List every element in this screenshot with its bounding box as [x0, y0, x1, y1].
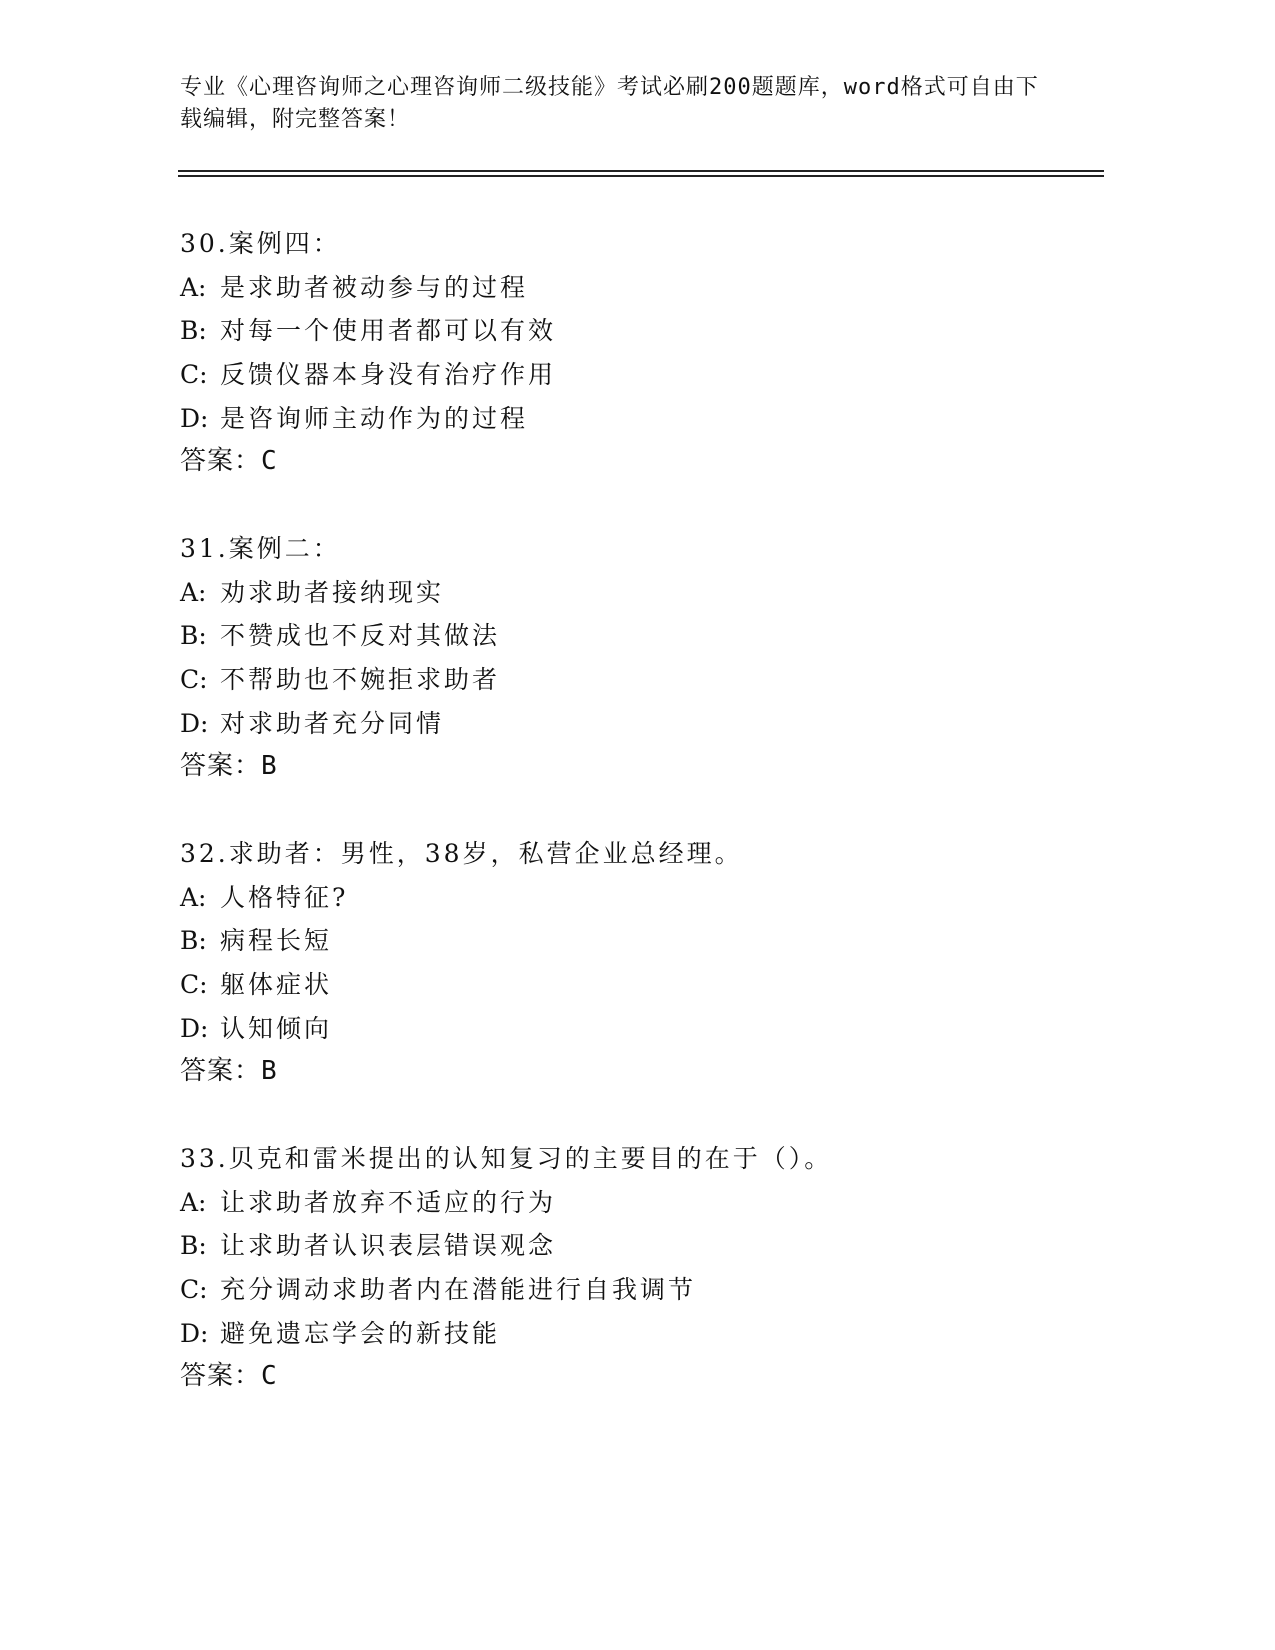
option-d	[180, 1007, 1080, 1051]
option-text: 让求助者放弃不适应的行为	[220, 1187, 557, 1217]
option-text: 充分调动求助者内在潜能进行自我调节	[220, 1275, 697, 1305]
answer-line	[180, 1355, 1080, 1399]
option-text: 对每一个使用者都可以有效	[220, 316, 557, 346]
option-text: 劝求助者接纳现实	[220, 577, 445, 607]
option-c	[180, 658, 1080, 702]
option-text: 避免遗忘学会的新技能	[220, 1318, 501, 1348]
option-letter: A:	[180, 272, 207, 302]
question-block-33	[180, 1137, 1080, 1399]
answer-label: 答案：	[180, 1056, 262, 1087]
option-text: 是求助者被动参与的过程	[220, 272, 529, 302]
question-block-32	[180, 832, 1080, 1094]
answer-value: C	[261, 446, 278, 477]
option-letter: D:	[180, 1013, 209, 1043]
option-letter: A:	[180, 1187, 207, 1217]
option-b	[180, 309, 1080, 353]
option-text: 反馈仪器本身没有治疗作用	[220, 360, 557, 390]
answer-value: C	[261, 1361, 278, 1392]
option-a	[180, 1181, 1080, 1225]
option-letter: C:	[180, 665, 208, 695]
option-text: 病程长短	[220, 926, 333, 956]
answer-value: B	[261, 1056, 278, 1087]
option-d	[180, 702, 1080, 746]
option-text: 让求助者认识表层错误观念	[220, 1231, 557, 1261]
option-letter: A:	[180, 882, 207, 912]
option-b	[180, 919, 1080, 963]
option-letter: D:	[180, 708, 209, 738]
option-letter: D:	[180, 403, 209, 433]
option-text: 躯体症状	[220, 970, 333, 1000]
option-text: 认知倾向	[220, 1013, 333, 1043]
option-a	[180, 266, 1080, 310]
answer-label: 答案：	[180, 751, 262, 782]
option-c	[180, 1268, 1080, 1312]
option-text: 不帮助也不婉拒求助者	[220, 665, 501, 695]
option-c	[180, 963, 1080, 1007]
answer-line	[180, 745, 1080, 789]
option-letter: C:	[180, 970, 208, 1000]
option-letter: C:	[180, 360, 208, 390]
option-letter: B:	[180, 316, 207, 346]
option-b	[180, 1224, 1080, 1268]
option-a	[180, 876, 1080, 920]
question-stem: 31.案例二：	[180, 534, 341, 563]
answer-label: 答案：	[180, 446, 262, 477]
answer-label: 答案：	[180, 1361, 262, 1392]
question-stem: 33.贝克和雷米提出的认知复习的主要目的在于（）。	[180, 1144, 833, 1173]
option-d	[180, 1312, 1080, 1356]
document-header: 专业《心理咨询师之心理咨询师二级技能》考试必刷200题题库，word格式可自由下载编辑，附完整答案！	[180, 75, 1039, 132]
option-b	[180, 614, 1080, 658]
answer-value: B	[261, 751, 278, 782]
option-c	[180, 353, 1080, 397]
question-stem: 30.案例四：	[180, 229, 341, 258]
header-divider-top	[178, 170, 1104, 172]
header-divider-bottom	[178, 175, 1104, 177]
option-letter: B:	[180, 621, 207, 651]
question-stem: 32.求助者：男性，38岁，私营企业总经理。	[180, 839, 743, 868]
option-letter: B:	[180, 1231, 207, 1261]
question-block-30	[180, 222, 1080, 484]
option-letter: D:	[180, 1318, 209, 1348]
option-text: 人格特征?	[220, 882, 349, 912]
option-letter: A:	[180, 577, 207, 607]
option-text: 是咨询师主动作为的过程	[220, 403, 529, 433]
option-text: 不赞成也不反对其做法	[220, 621, 501, 651]
question-block-31	[180, 527, 1080, 789]
answer-line	[180, 1050, 1080, 1094]
option-a	[180, 571, 1080, 615]
answer-line	[180, 440, 1080, 484]
option-letter: B:	[180, 926, 207, 956]
option-text: 对求助者充分同情	[220, 708, 445, 738]
option-d	[180, 397, 1080, 441]
option-letter: C:	[180, 1275, 208, 1305]
